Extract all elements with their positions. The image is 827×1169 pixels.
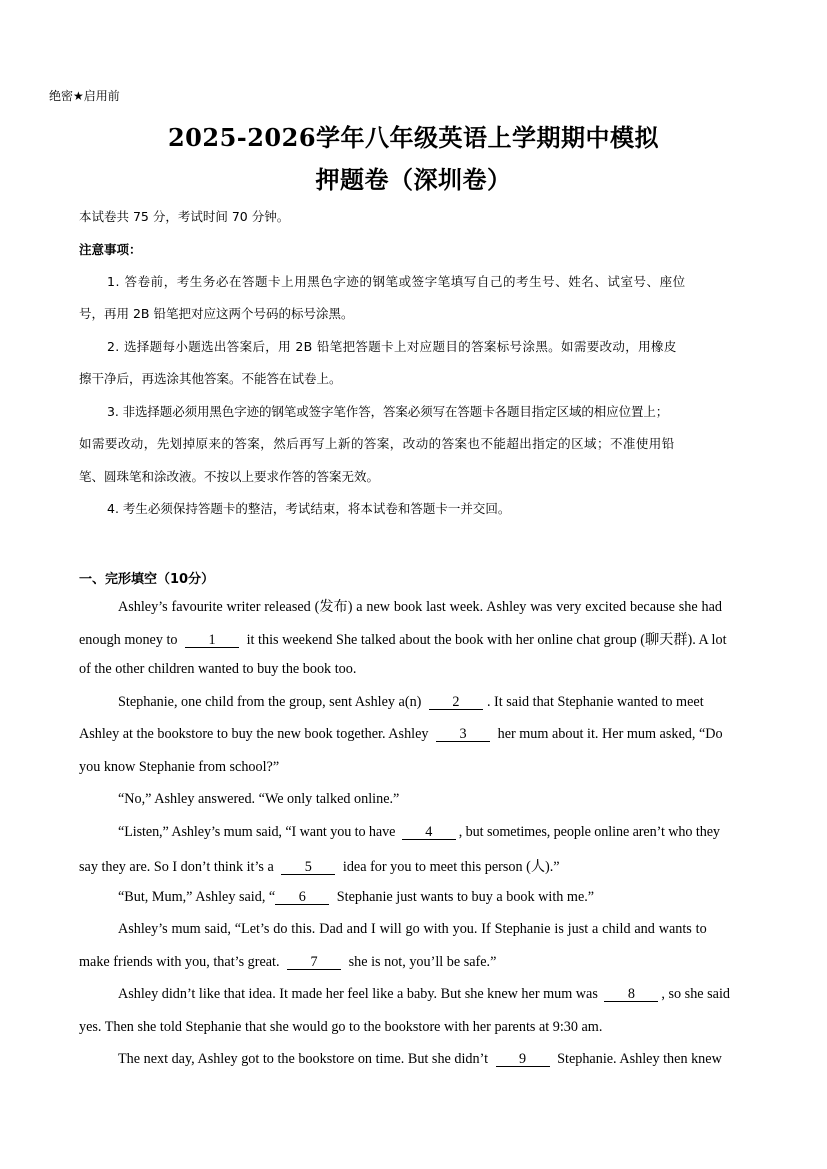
notice-line: 号，再用 2B 铅笔把对应这两个号码的标号涂黑。 — [79, 306, 354, 321]
blank-4[interactable]: 4 — [402, 825, 456, 840]
notice-line: 如需要改动，先划掉原来的答案，然后再写上新的答案，改动的答案也不能超出指定的区域；不准使用铅 — [79, 436, 675, 451]
blank-2[interactable]: 2 — [429, 695, 483, 710]
passage-line: yes. Then she told Stephanie that she would go to the bookstore with her parents at 9:30 am. — [79, 1019, 603, 1035]
exam-title: 2025-2026学年八年级英语上学期期中模拟 — [167, 123, 660, 152]
section-title: 一、完形填空（10分） — [79, 572, 215, 587]
passage-line: Ashley at the bookstore to buy the new book together. Ashley 3 her mum about it. Her mum asked, “Do — [79, 726, 723, 742]
blank-7[interactable]: 7 — [287, 955, 341, 970]
passage-line: of the other children wanted to buy the book too. — [79, 661, 357, 677]
blank-6[interactable]: 6 — [275, 890, 329, 905]
exam-subtitle: 押题卷（深圳卷） — [315, 165, 512, 194]
blank-9[interactable]: 9 — [496, 1052, 550, 1067]
passage-line: make friends with you, that’s great. 7 she is not, you’ll be safe.” — [79, 954, 497, 970]
blank-5[interactable]: 5 — [281, 860, 335, 875]
notice-line: 1. 答卷前，考生务必在答题卡上用黑色字迹的钢笔或签字笔填写自己的考生号、姓名、试室号、座位 — [107, 274, 686, 289]
blank-8[interactable]: 8 — [604, 987, 658, 1002]
blank-3[interactable]: 3 — [436, 727, 490, 742]
passage-line: say they are. So I don’t think it’s a 5 idea for you to meet this person (人).” — [79, 859, 560, 875]
notice-line: 2. 选择题每小题选出答案后，用 2B 铅笔把答题卡上对应题目的答案标号涂黑。如需要改动，用橡皮 — [107, 339, 677, 354]
passage-line: Ashley didn’t like that idea. It made her feel like a baby. But she knew her mum was 8 , so she said — [118, 986, 730, 1002]
notice-line: 笔、圆珠笔和涂改液。不按以上要求作答的答案无效。 — [79, 469, 380, 484]
passage-line: “But, Mum,” Ashley said, “ 6 Stephanie just wants to buy a book with me.” — [118, 889, 595, 905]
exam-info: 本试卷共 75 分，考试时间 70 分钟。 — [79, 209, 290, 224]
passage-line: The next day, Ashley got to the bookstore on time. But she didn’t 9 Stephanie. Ashley then knew — [118, 1051, 722, 1067]
notice-line: 擦干净后，再选涂其他答案。不能答在试卷上。 — [79, 371, 342, 386]
notice-line: 4. 考生必须保持答题卡的整洁，考试结束，将本试卷和答题卡一并交回。 — [107, 501, 511, 516]
passage-line: “Listen,” Ashley’s mum said, “I want you to have 4 , but sometimes, people online aren’t who they — [118, 824, 720, 840]
passage-line: Ashley’s mum said, “Let’s do this. Dad and I will go with you. If Stephanie is just a child and wants to — [118, 921, 707, 937]
passage-line: Stephanie, one child from the group, sent Ashley a(n) 2 . It said that Stephanie wanted to meet — [118, 694, 704, 710]
passage-line: you know Stephanie from school?” — [79, 759, 280, 775]
blank-1[interactable]: 1 — [185, 633, 239, 648]
passage-line: “No,” Ashley answered. “We only talked online.” — [118, 791, 400, 807]
notice-title: 注意事项： — [79, 242, 142, 257]
passage-line: Ashley’s favourite writer released (发布) a new book last week. Ashley was very excited because she had — [118, 599, 723, 615]
passage-line: enough money to 1 it this weekend She talked about the book with her online chat group (聊天群). A lot — [79, 632, 727, 648]
confidential-label: 绝密★启用前 — [49, 89, 120, 103]
notice-line: 3. 非选择题必须用黑色字迹的钢笔或签字笔作答，答案必须写在答题卡各题目指定区域的相应位置上； — [107, 404, 669, 419]
